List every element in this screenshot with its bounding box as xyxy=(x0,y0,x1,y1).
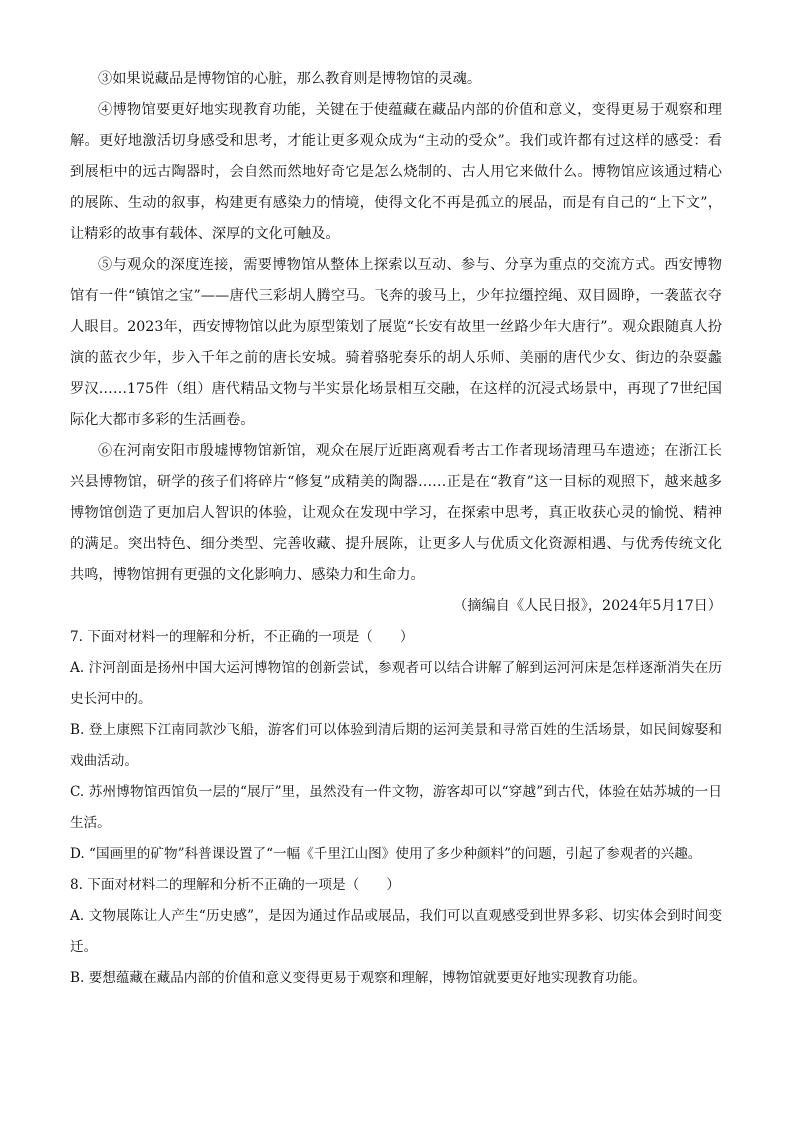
document-body xyxy=(70,64,722,994)
question-7-option-b: B. 登上康熙下江南同款沙飞船，游客们可以体验到清后期的运河美景和寻常百姓的生活场景，如民间嫁娶和戏曲活动。 xyxy=(70,722,722,769)
paragraph-3: ③如果说藏品是博物馆的心脏，那么教育则是博物馆的灵魂。 xyxy=(98,71,482,87)
paragraph-5: ⑤与观众的深度连接，需要博物馆从整体上探索以互动、参与、分享为重点的交流方式。西安博物馆有一件“镇馆之宝”——唐代三彩胡人腾空马。飞奔的骏马上，少年拉缰控绳、双目圆睁，一袭蓝衣夺人眼目。2023年，西安博物馆以此为原型策划了展览“长安有故里一丝路少年大唐行”。观众跟随真人扮演的蓝衣少年，步入千年之前的唐长安城。骑着骆驼奏乐的胡人乐师、美丽的唐代少女、街边的杂耍蠡罗汉……175件（组）唐代精品文物与半实景化场景相互交融，在这样的沉浸式场景中，再现了7世纪国际化大都市多彩的生活画卷。 xyxy=(70,257,722,428)
question-7-option-d: D. “国画里的矿物”科普课设置了“一幅《千里江山图》使用了多少种颜料”的问题，引起了参观者的兴趣。 xyxy=(70,846,702,862)
question-7-option-a: A. 汴河剖面是扬州中国大运河博物馆的创新尝试，参观者可以结合讲解了解到运河河床是怎样逐渐消失在历史长河中的。 xyxy=(70,660,722,707)
paragraph-6: ⑥在河南安阳市殷墟博物馆新馆，观众在展厅近距离观看考古工作者现场清理马车遗迹；在浙江长兴县博物馆，研学的孩子们将碎片“修复”成精美的陶器……正是在“教育”这一目标的观照下，越来越多博物馆创造了更加启人智识的体验，让观众在发现中学习，在探索中思考，真正收获心灵的愉悦、精神的满足。突出特色、细分类型、完善收藏、提升展陈，让更多人与优质文化资源相遇、与优秀传统文化共鸣，博物馆拥有更强的文化影响力、感染力和生命力。 xyxy=(70,443,722,583)
question-8-option-b: B. 要想蕴藏在藏品内部的价值和意义变得更易于观察和理解，博物馆就要更好地实现教育功能。 xyxy=(70,970,646,986)
question-7-option-c: C. 苏州博物馆西馆负一层的“展厅”里，虽然没有一件文物，游客却可以“穿越”到古代，体验在姑苏城的一日生活。 xyxy=(70,784,722,831)
paragraph-4: ④博物馆要更好地实现教育功能，关键在于使蕴藏在藏品内部的价值和意义，变得更易于观察和理解。更好地激活切身感受和思考，才能让更多观众成为“主动的受众”。我们或许都有过这样的感受：看到展柜中的远古陶器时，会自然而然地好奇它是怎么烧制的、古人用它来做什么。博物馆应该通过精心的展陈、生动的叙事，构建更有感染力的情境，使得文化不再是孤立的展品，而是有自己的“上下文”，让精彩的故事有载体、深厚的文化可触及。 xyxy=(70,102,722,242)
question-8-option-a: A. 文物展陈让人产生“历史感”，是因为通过作品或展品，我们可以直观感受到世界多彩、切实体会到时间变迁。 xyxy=(70,908,722,955)
question-7-stem: 7. 下面对材料一的理解和分析，不正确的一项是（ ） xyxy=(70,629,414,645)
question-8-stem: 8. 下面对材料二的理解和分析不正确的一项是（ ） xyxy=(70,877,400,893)
source-citation: （摘编自《人民日报》，2024年5月17日） xyxy=(453,598,722,614)
